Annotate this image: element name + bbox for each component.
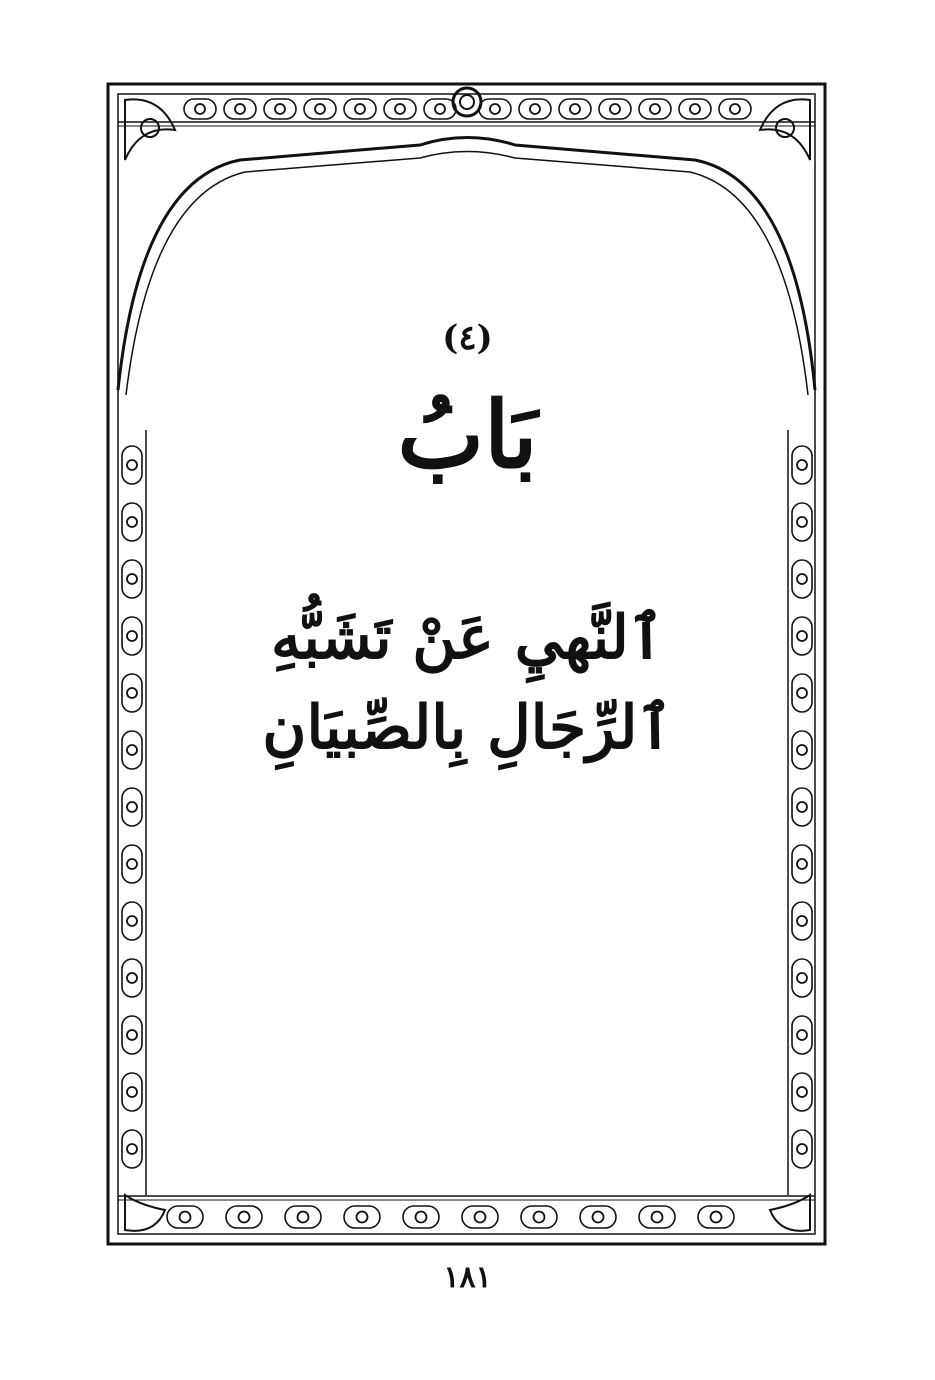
chapter-heading: بَابُ: [397, 381, 538, 489]
corner-ornament-top-left: [125, 99, 175, 160]
page-number: ١٨١: [443, 1260, 492, 1295]
corner-ornament-top-right: [760, 99, 810, 160]
chapter-number: (٤): [442, 318, 493, 358]
chapter-subtitle-line-2: ٱلرِّجَالِ بِالصِّبيَانِ: [262, 693, 673, 763]
medallion-ornament: [453, 88, 481, 116]
chapter-subtitle-line-1: ٱلنَّهيِ عَنْ تَشَبُّهِ: [271, 603, 664, 673]
